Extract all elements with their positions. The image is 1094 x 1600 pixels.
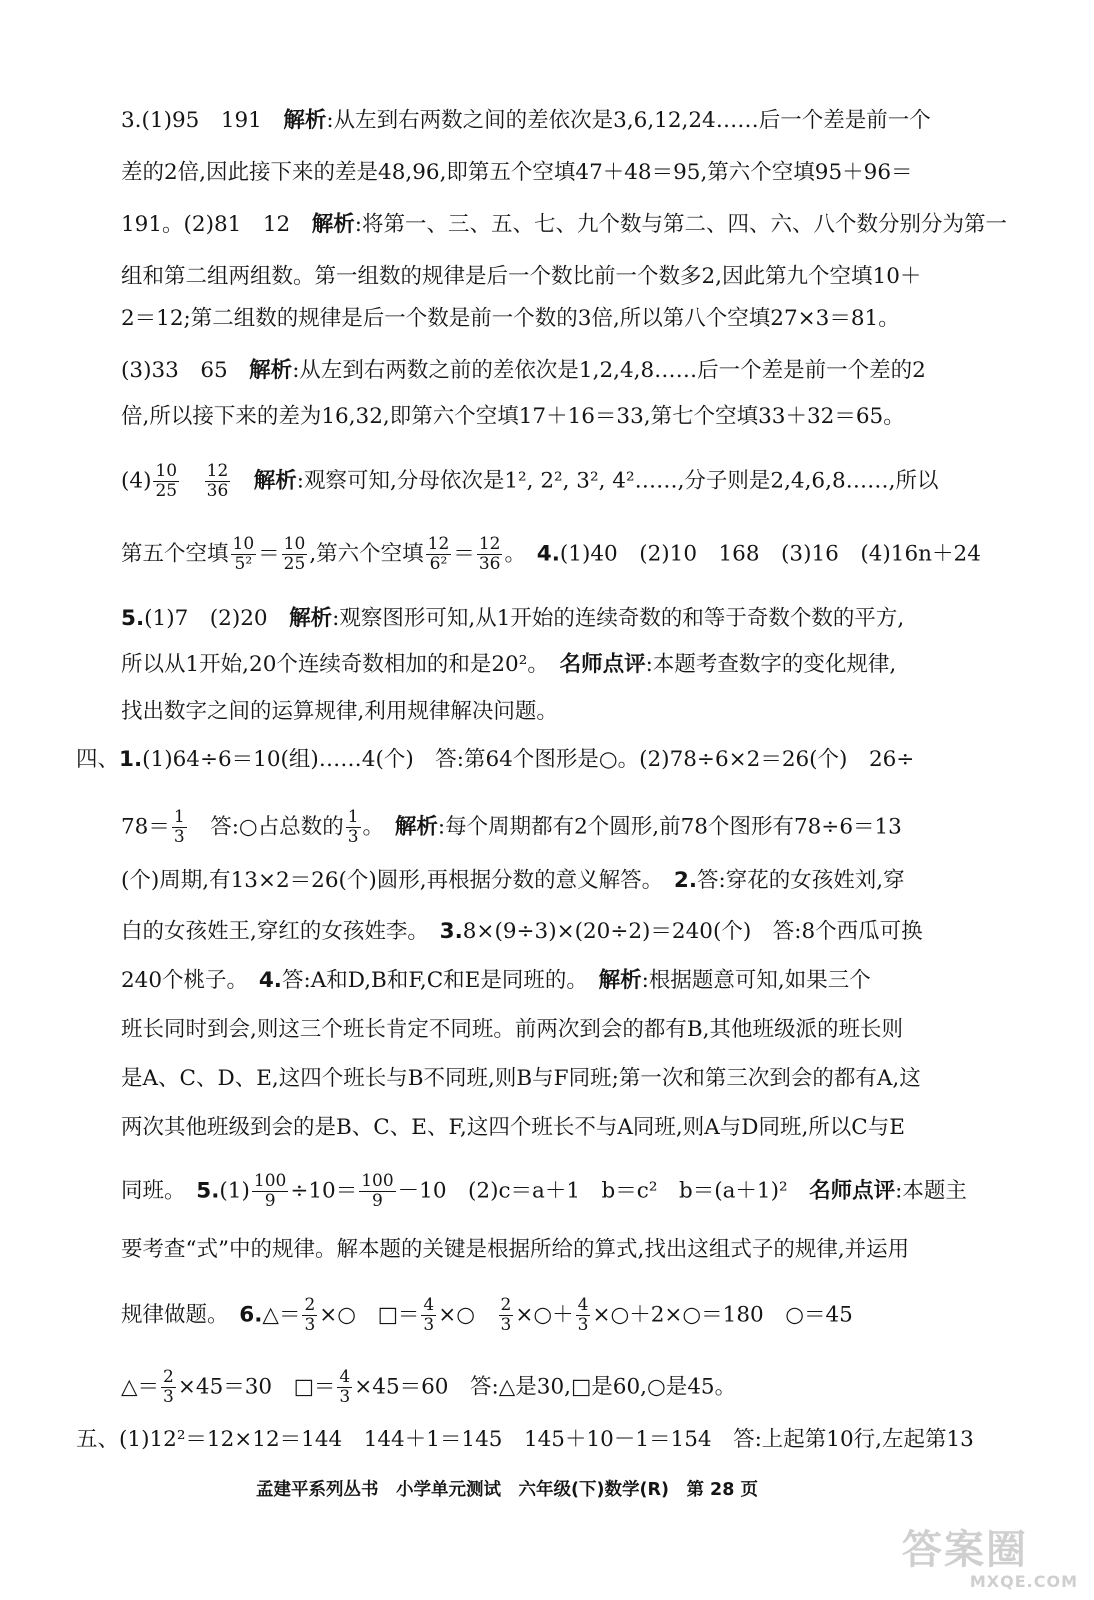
answer-line: 规律做题。 6.△＝ $\frac{2}{3}$ ×○ □＝ $\frac{4}{3}$ ×○ $\frac{2}{3}$ ×○＋ $\frac{4}{3}$ ×○＋2×○＝180 ○＝45 [121,1295,853,1335]
answer-line: △＝ $\frac{2}{3}$ ×45＝30 □＝ $\frac{4}{3}$ ×45＝60 答:△是30,□是60,○是45。 [121,1367,737,1407]
answer-line: 3.(1)95 191 解析:从左到右两数之间的差依次是3,6,12,24……后一个差是前一个 [121,108,931,133]
answer-line: 191。(2)81 12 解析:将第一、三、五、七、九个数与第二、四、六、八个数分别分为第一 [121,212,1007,237]
answer-line: 78＝ $\frac{1}{3}$ 答:○占总数的 $\frac{1}{3}$ 。 解析:每个周期都有2个圆形,前78个图形有78÷6＝13 [121,807,902,847]
fraction: $\frac{4}{3}$ [339,1367,351,1407]
fraction: $\frac{12}{36}$ [206,461,229,501]
fraction: $\frac{12}{36}$ [478,534,501,574]
answer-line: 两次其他班级到会的是B、C、E、F,这四个班长不与A同班,则A与D同班,所以C与E [121,1115,905,1140]
fraction: $\frac{10}{25}$ [283,534,306,574]
answer-line: 5.(1)7 (2)20 解析:观察图形可知,从1开始的连续奇数的和等于奇数个数的平方, [121,606,905,631]
answer-line: (3)33 65 解析:从左到右两数之前的差依次是1,2,4,8……后一个差是前一个差的2 [121,358,926,383]
answer-line: 要考查“式”中的规律。解本题的关键是根据所给的算式,找出这组式子的规律,并运用 [121,1237,910,1262]
fraction: $\frac{10}{\text{5²}}$ [232,534,255,574]
answer-line: 倍,所以接下来的差为16,32,即第六个空填17＋16＝33,第七个空填33＋32＝65。 [121,404,905,429]
answer-line: (4) $\frac{10}{25}$ $\frac{12}{36}$ 解析:观察可知,分母依次是1², 2², 3², 4²……,分子则是2,4,6,8……,所以 [121,461,939,501]
fraction: $\frac{1}{3}$ [173,807,185,847]
answer-line: 找出数字之间的运算规律,利用规律解决问题。 [121,699,558,724]
answer-line: 白的女孩姓王,穿红的女孩姓李。 3.8×(9÷3)×(20÷2)＝240(个) 答:8个西瓜可换 [121,919,923,944]
fraction: $\frac{4}{3}$ [423,1295,435,1335]
fraction: $\frac{10}{25}$ [155,461,178,501]
fraction: $\frac{12}{\text{6²}}$ [427,534,450,574]
fraction: $\frac{4}{3}$ [577,1295,589,1335]
answer-line: 240个桃子。 4.答:A和D,B和F,C和E是同班的。 解析:根据题意可知,如果三个 [121,968,871,993]
answer-line: 差的2倍,因此接下来的差是48,96,即第五个空填47＋48＝95,第六个空填95＋96＝ [121,160,913,185]
answer-line: 同班。 5.(1) $\frac{100}{9}$ ÷10＝ $\frac{100}{9}$ －10 (2)c＝a＋1 b＝c² b＝(a＋1)² 名师点评:本题主 [121,1171,967,1211]
answer-line: 班长同时到会,则这三个班长肯定不同班。前两次到会的都有B,其他班级派的班长则 [121,1017,903,1042]
answer-line: 是A、C、D、E,这四个班长与B不同班,则B与F同班;第一次和第三次到会的都有A,这 [121,1066,921,1091]
answer-line: (个)周期,有13×2＝26(个)圆形,再根据分数的意义解答。 2.答:穿花的女孩姓刘,穿 [121,868,905,893]
answer-line: 四、1.(1)64÷6＝10(组)……4(个) 答:第64个图形是○。(2)78÷6×2＝26(个) 26÷ [76,747,915,772]
fraction: $\frac{1}{3}$ [347,807,359,847]
answer-line: 组和第二组两组数。第一组数的规律是后一个数比前一个数多2,因此第九个空填10＋ [121,264,922,289]
answer-line: 2＝12;第二组数的规律是后一个数是前一个数的3倍,所以第八个空填27×3＝81。 [121,306,900,331]
answer-line: 五、(1)12²＝12×12＝144 144＋1＝145 145＋10－1＝154 答:上起第10行,左起第13 [76,1427,974,1452]
fraction: $\frac{2}{3}$ [304,1295,316,1335]
answer-line: 所以从1开始,20个连续奇数相加的和是20²。 名师点评:本题考查数字的变化规律, [121,652,897,677]
fraction: $\frac{2}{3}$ [163,1367,174,1407]
page-footer: 孟建平系列丛书 小学单元测试 六年级(下)数学(R) 第 28 页 [256,1480,759,1500]
fraction: $\frac{100}{9}$ [361,1171,394,1211]
answer-line: 第五个空填 $\frac{10}{\text{5²}}$ ＝ $\frac{10}{25}$ ,第六个空填 $\frac{12}{\text{6²}}$ ＝ $\frac{12}{36}$ 。 4.(1)40 (2)10 168 (3)16 (4)16n＋24 [121,534,981,574]
watermark-logo: 答案圈 MXQE.COM [902,1527,1078,1591]
fraction: $\frac{2}{3}$ [500,1295,512,1335]
fraction: $\frac{100}{9}$ [253,1171,287,1211]
